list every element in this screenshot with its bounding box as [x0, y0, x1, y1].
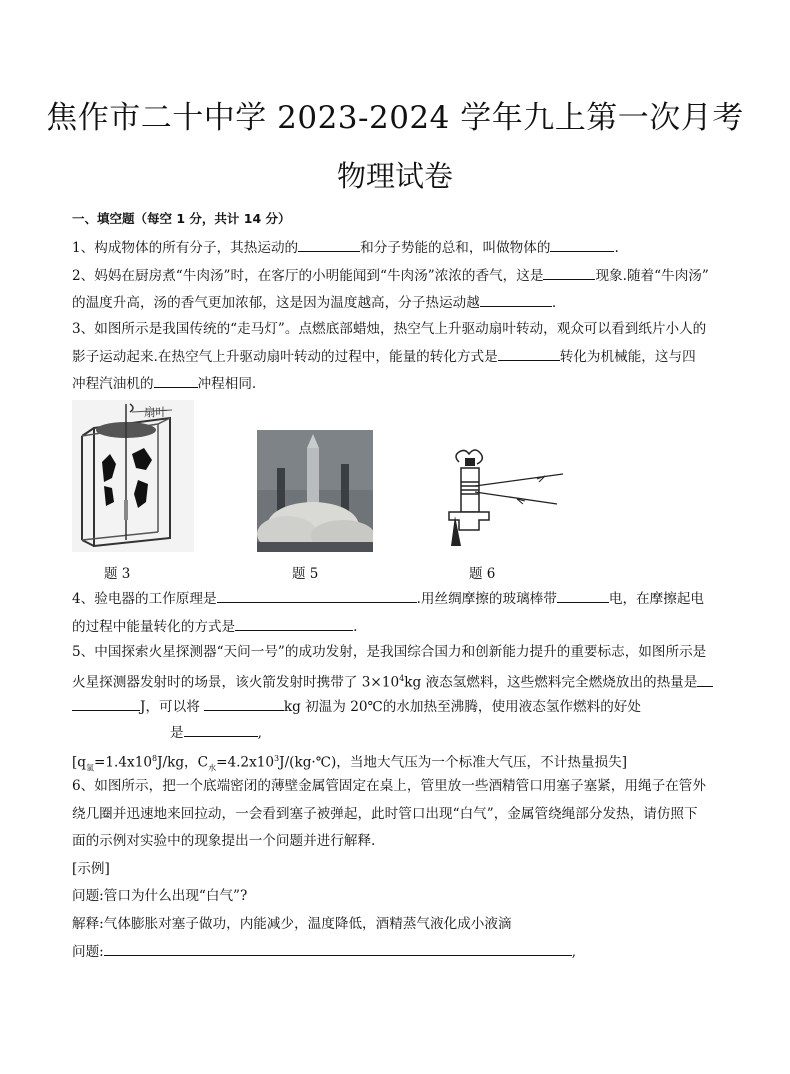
answer-blank[interactable] — [72, 697, 140, 711]
q4-text-a: 4、验电器的工作原理是 — [72, 591, 217, 607]
question-2-line-2 — [72, 293, 722, 312]
q3-text-e: 冲程相同. — [197, 376, 257, 392]
answer-end: , — [571, 944, 577, 960]
question-4-line-1 — [72, 589, 722, 608]
exponent: 4 — [399, 674, 405, 683]
metal-tube-figure — [445, 446, 565, 552]
constant-text: J/(kg·℃)，当地大气压为一个标准大气压，不计热量损失] — [279, 754, 628, 771]
question-5-line-4 — [170, 723, 570, 742]
figure-5-caption: 题 5 — [292, 566, 319, 582]
q4-text-e: . — [353, 619, 358, 635]
question-5-constants — [72, 750, 722, 777]
question-5-line-1: 5、中国探索火星探测器“天问一号”的成功发射，是我国综合国力和创新能力提升的重要标志，如图所示是 — [72, 644, 707, 660]
subscript: 氢 — [86, 763, 95, 773]
q5-text-c2: kg 初温为 20℃的水加热至沸腾，使用液态氢作燃料的好处 — [283, 699, 641, 715]
fan-label: 扇叶 — [144, 405, 167, 419]
answer-blank[interactable] — [204, 697, 284, 711]
constant-text: J/kg，C — [157, 754, 209, 771]
q1-text-c: . — [614, 240, 619, 256]
answer-label: 问题: — [72, 944, 104, 960]
exam-subtitle: 物理试卷 — [336, 159, 453, 193]
answer-blank[interactable] — [543, 266, 595, 280]
q4-text-c: 电，在摩擦起电 — [608, 591, 705, 607]
question-4-line-2 — [72, 617, 722, 636]
answer-blank[interactable] — [697, 673, 713, 687]
q2-text-d: . — [551, 295, 557, 311]
question-3-line-3 — [72, 374, 722, 393]
figure-3-caption: 题 3 — [104, 566, 131, 582]
question-5-line-2 — [72, 670, 722, 692]
exponent: 8 — [152, 754, 158, 763]
q5-text-b2: kg 液态氢燃料，这些燃料完全燃烧放出的热量是 — [404, 674, 698, 691]
figure-6-caption: 题 6 — [469, 566, 496, 582]
q1-text-b: 和分子势能的总和，叫做物体的 — [360, 240, 551, 256]
question-5-line-3 — [72, 697, 722, 716]
q2-text-b: 现象.随着“牛肉汤” — [595, 268, 709, 284]
answer-blank[interactable] — [184, 723, 258, 737]
answer-blank[interactable] — [104, 942, 572, 956]
q4-text-b: .用丝绸摩擦的玻璃棒带 — [416, 591, 557, 607]
question-1 — [72, 238, 722, 257]
rocket-launch-photo — [257, 430, 373, 552]
question-2-line-1 — [72, 266, 722, 285]
q3-text-b: 影子运动起来.在热空气上升驱动扇叶转动的过程中，能量的转化方式是 — [72, 349, 498, 365]
question-6-line-3: 面的示例对实验中的现象提出一个问题并进行解释. — [72, 833, 376, 849]
answer-blank[interactable] — [498, 347, 560, 361]
exponent: 3 — [274, 754, 280, 763]
answer-blank[interactable] — [298, 238, 360, 252]
q5-text-d1: 是 — [170, 725, 184, 741]
example-answer: 解释:气体膨胀对塞子做功，内能减少，温度降低，酒精蒸气液化成小液滴 — [72, 916, 512, 932]
q3-text-c: 转化为机械能，这与四 — [559, 349, 696, 365]
q1-text-a: 1、构成物体的所有分子，其热运动的 — [72, 240, 299, 256]
example-label: [示例] — [72, 861, 110, 877]
question-3-line-2 — [72, 347, 722, 366]
answer-question-line — [72, 942, 722, 961]
example-question: 问题:管口为什么出现“白气”? — [72, 888, 248, 904]
answer-blank[interactable] — [557, 589, 609, 603]
answer-blank[interactable] — [480, 293, 552, 307]
q5-text-c1: J，可以将 — [140, 699, 200, 715]
constant-text: =1.4x10 — [94, 754, 152, 771]
q2-text-c: 的温度升高，汤的香气更加浓郁，这是因为温度越高，分子热运动越 — [72, 295, 480, 311]
exam-title: 焦作市二十中学 2023-2024 学年九上第一次月考 — [46, 100, 744, 136]
question-3-line-1: 3、如图所示是我国传统的“走马灯”。点燃底部蜡烛，热空气上升驱动扇叶转动，观众可以看到纸片小人的 — [72, 321, 707, 337]
answer-blank[interactable] — [235, 617, 353, 631]
constant-text: =4.2x10 — [216, 754, 275, 771]
q3-text-d: 冲程汽油机的 — [72, 376, 154, 392]
subscript: 水 — [208, 763, 217, 773]
q4-text-d: 的过程中能量转化的方式是 — [72, 619, 236, 635]
answer-blank[interactable] — [550, 238, 614, 252]
q5-text-d2: , — [257, 725, 262, 741]
section-heading: 一、填空题（每空 1 分，共计 14 分） — [72, 211, 291, 226]
q2-text-a: 2、妈妈在厨房煮“牛肉汤”时，在客厅的小明能闻到“牛肉汤”浓浓的香气，这是 — [72, 268, 544, 284]
answer-blank[interactable] — [154, 374, 198, 388]
question-6-line-1: 6、如图所示，把一个底端密闭的薄壁金属管固定在桌上，管里放一些酒精管口用塞子塞紧，用绳子在管外 — [72, 778, 706, 794]
answer-blank[interactable] — [217, 589, 417, 603]
q5-text-b1: 火星探测器发射时的场景，该火箭发射时携带了 3×10 — [72, 674, 400, 691]
constant-text: [q — [72, 754, 87, 771]
lantern-figure — [72, 400, 194, 552]
question-6-line-2: 绕几圈并迅速地来回拉动，一会看到塞子被弹起，此时管口出现“白气”，金属管绕绳部分发热，请仿照下 — [72, 806, 698, 822]
